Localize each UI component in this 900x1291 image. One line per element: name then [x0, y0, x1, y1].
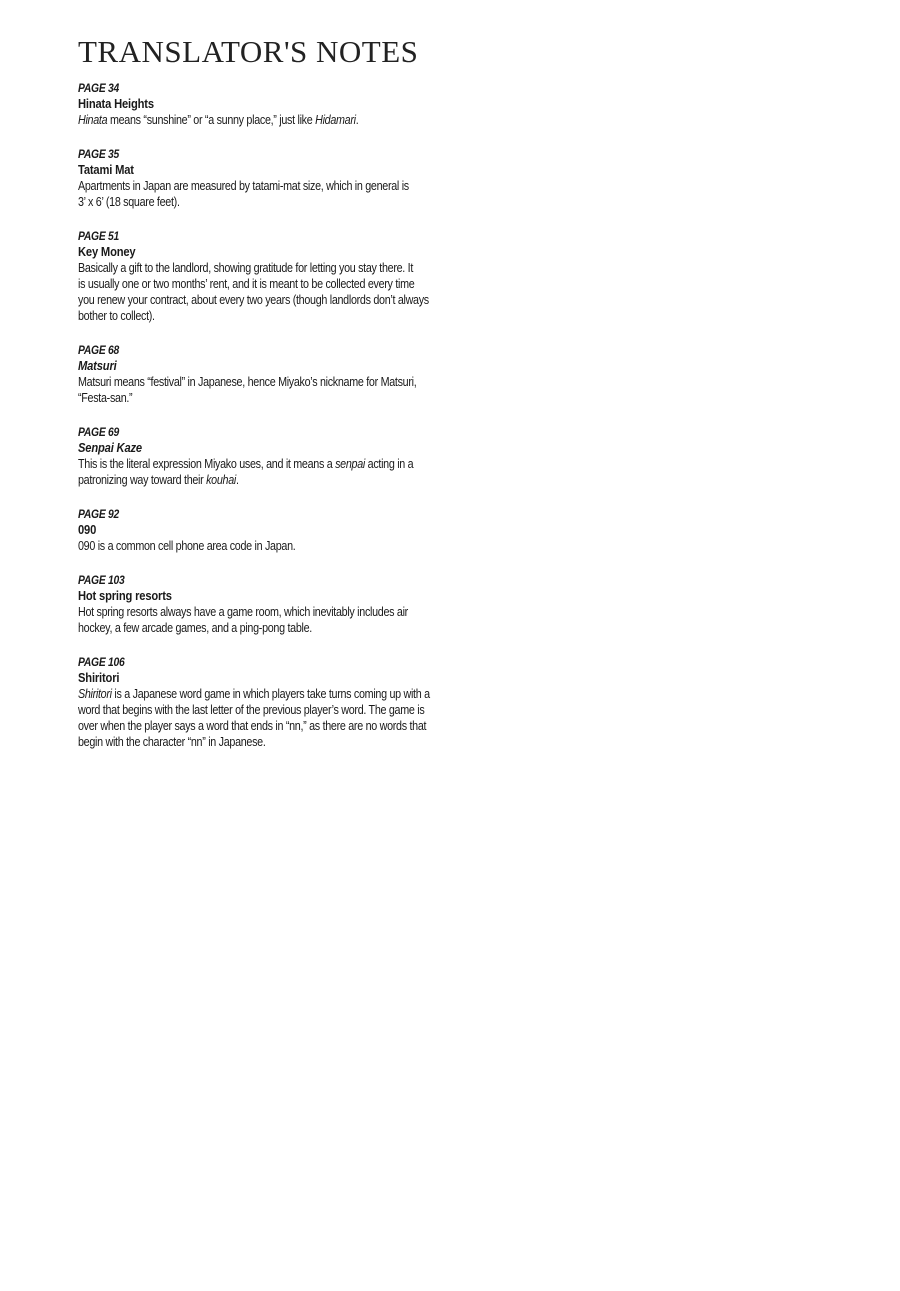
note-page-number: PAGE 103 — [78, 573, 125, 587]
text-run: 3’ x 6’ (18 square feet). — [78, 195, 180, 209]
note-body — [78, 260, 429, 324]
note-entry — [78, 654, 438, 750]
note-body — [78, 538, 422, 554]
text-run: patronizing way toward their — [78, 473, 207, 487]
note-entry — [78, 342, 438, 406]
note-page-number: PAGE 106 — [78, 655, 125, 669]
text-run: means “sunshine” or “a sunny place,” just like — [107, 113, 316, 127]
note-body-line — [78, 538, 422, 554]
text-run: is a Japanese word game in which players take turns coming up with a — [111, 687, 430, 701]
note-term: Matsuri — [78, 358, 117, 373]
note-entry — [78, 424, 438, 488]
note-term: Shiritori — [78, 670, 120, 685]
note-entry — [78, 228, 438, 324]
note-body — [78, 604, 422, 636]
text-run: acting in a — [364, 457, 414, 471]
note-entry — [78, 572, 438, 636]
note-term: Tatami Mat — [78, 162, 134, 177]
note-body-line — [78, 456, 422, 472]
italic-term: Hidamari — [315, 113, 356, 127]
note-body-line — [78, 604, 422, 620]
note-entry — [78, 80, 438, 128]
note-body-line — [78, 194, 422, 210]
note-body — [78, 112, 422, 128]
text-run: begin with the character “nn” in Japanese. — [78, 735, 266, 749]
text-run: is usually one or two months’ rent, and it is meant to be collected every time — [78, 277, 415, 291]
text-run: over when the player says a word that ends in “nn,” as there are no words that — [78, 719, 427, 733]
text-run: 090 is a common cell phone area code in Japan. — [78, 539, 296, 553]
note-body — [78, 178, 422, 210]
note-body-line — [78, 276, 422, 292]
italic-term: senpai — [335, 457, 365, 471]
text-run: you renew your contract, about every two years (though landlords don’t always — [78, 293, 429, 307]
note-term: Hot spring resorts — [78, 588, 172, 603]
text-run: Basically a gift to the landlord, showing gratitude for letting you stay there. It — [78, 261, 414, 275]
page-title: TRANSLATOR'S NOTES — [78, 34, 419, 69]
note-term: Key Money — [78, 244, 136, 259]
note-page-number: PAGE 35 — [78, 147, 120, 161]
note-page-number: PAGE 92 — [78, 507, 120, 521]
note-body-line — [78, 178, 422, 194]
note-page-number: PAGE 51 — [78, 229, 120, 243]
note-body-line — [78, 718, 427, 734]
note-page-number: PAGE 34 — [78, 81, 120, 95]
note-body-line — [78, 686, 430, 702]
note-body-line — [78, 702, 425, 718]
note-body-line — [78, 390, 422, 406]
note-body-line — [78, 260, 422, 276]
note-term: Senpai Kaze — [78, 440, 142, 455]
text-run: word that begins with the last letter of the previous player’s word. The game is — [78, 703, 425, 717]
note-entry — [78, 506, 438, 554]
text-run: “Festa-san.” — [78, 391, 133, 405]
text-run: Apartments in Japan are measured by tatami-mat size, which in general is — [78, 179, 409, 193]
note-body — [78, 686, 430, 750]
italic-term: Hinata — [78, 113, 108, 127]
note-body-line — [78, 112, 422, 128]
text-run: Matsuri means “festival” in Japanese, hence Miyako’s nickname for Matsuri, — [78, 375, 417, 389]
text-run: hockey, a few arcade games, and a ping-pong table. — [78, 621, 312, 635]
note-body-line — [78, 734, 422, 750]
note-page-number: PAGE 68 — [78, 343, 120, 357]
text-run: Hot spring resorts always have a game room, which inevitably includes air — [78, 605, 408, 619]
notes-list — [78, 80, 438, 750]
text-run: This is the literal expression Miyako uses, and it means a — [78, 457, 336, 471]
note-body-line — [78, 292, 429, 308]
note-page-number: PAGE 69 — [78, 425, 120, 439]
text-run: . — [235, 473, 239, 487]
italic-term: kouhai — [206, 473, 236, 487]
note-body-line — [78, 620, 422, 636]
note-body — [78, 456, 422, 488]
note-body-line — [78, 472, 422, 488]
note-term: 090 — [78, 522, 97, 537]
note-body-line — [78, 374, 422, 390]
note-body-line — [78, 308, 422, 324]
note-term: Hinata Heights — [78, 96, 154, 111]
note-entry — [78, 146, 438, 210]
text-run: . — [355, 113, 359, 127]
note-body — [78, 374, 422, 406]
italic-term: Shiritori — [78, 687, 112, 701]
translators-notes-page — [78, 34, 438, 768]
text-run: bother to collect). — [78, 309, 155, 323]
